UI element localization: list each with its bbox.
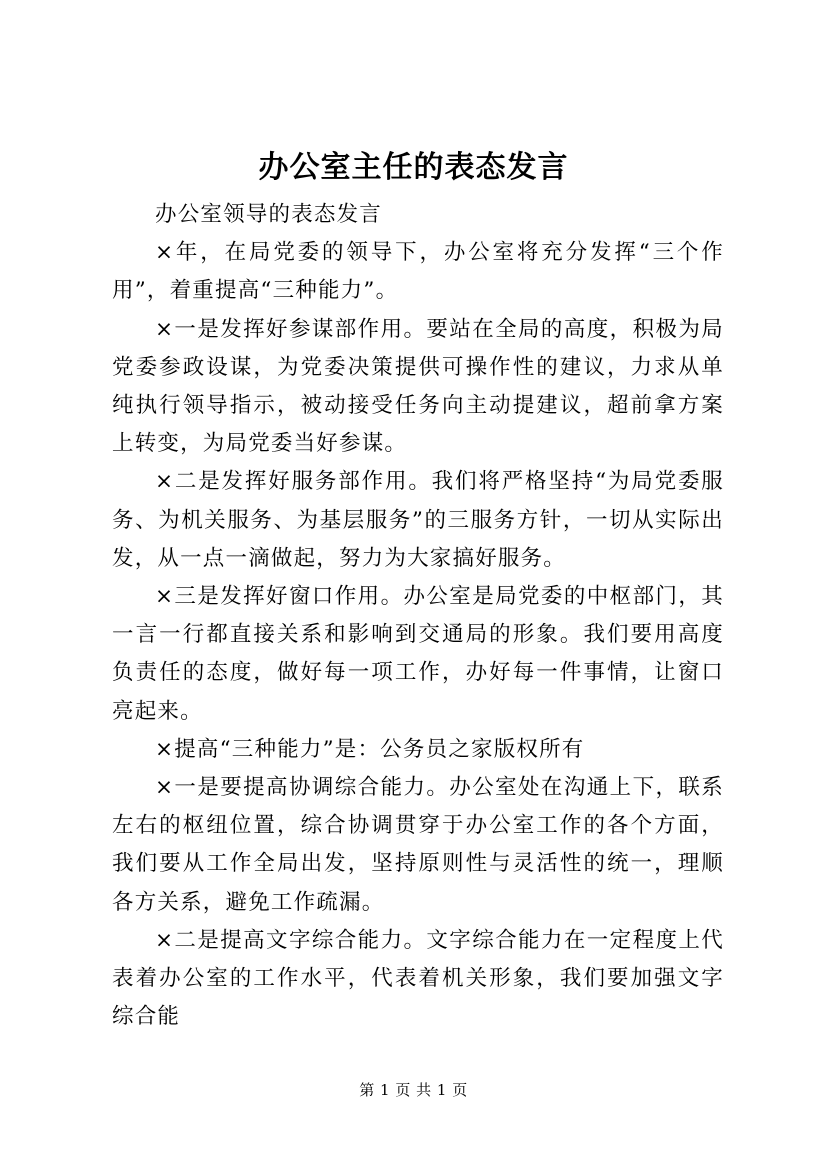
paragraph: ×二是提高文字综合能力。文字综合能力在一定程度上代表着办公室的工作水平，代表着机关形象，我们要加强文字综合能 <box>112 927 724 1030</box>
document-body <box>112 196 724 1036</box>
paragraph: ×一是发挥好参谋部作用。要站在全局的高度，积极为局党委参政设谋，为党委决策提供可操作性的建议，力求从单纯执行领导指示，被动接受任务向主动提建议，超前拿方案上转变，为局党委当好参谋。 <box>112 316 724 457</box>
paragraph: ×二是发挥好服务部作用。我们将严格坚持“为局党委服务、为机关服务、为基层服务”的三服务方针，一切从实际出发，从一点一滴做起，努力为大家搞好服务。 <box>112 469 724 571</box>
paragraph: ×提高“三种能力”是：公务员之家版权所有 <box>155 736 585 762</box>
document-title: 办公室主任的表态发言 <box>258 150 569 185</box>
paragraph: ×年，在局党委的领导下，办公室将充分发挥“三个作用”，着重提高“三种能力”。 <box>112 240 724 304</box>
page-footer: 第 1 页 共 1 页 <box>359 1081 468 1099</box>
paragraph: ×一是要提高协调综合能力。办公室处在沟通上下，联系左右的枢纽位置，综合协调贯穿于办公室工作的各个方面，我们要从工作全局出发，坚持原则性与灵活性的统一，理顺各方关系，避免工作疏漏。 <box>112 775 724 915</box>
paragraph: ×三是发挥好窗口作用。办公室是局党委的中枢部门，其一言一行都直接关系和影响到交通局的形象。我们要用高度负责任的态度，做好每一项工作，办好每一件事情，让窗口亮起来。 <box>112 584 724 724</box>
paragraph-subtitle: 办公室领导的表态发言 <box>155 202 383 227</box>
